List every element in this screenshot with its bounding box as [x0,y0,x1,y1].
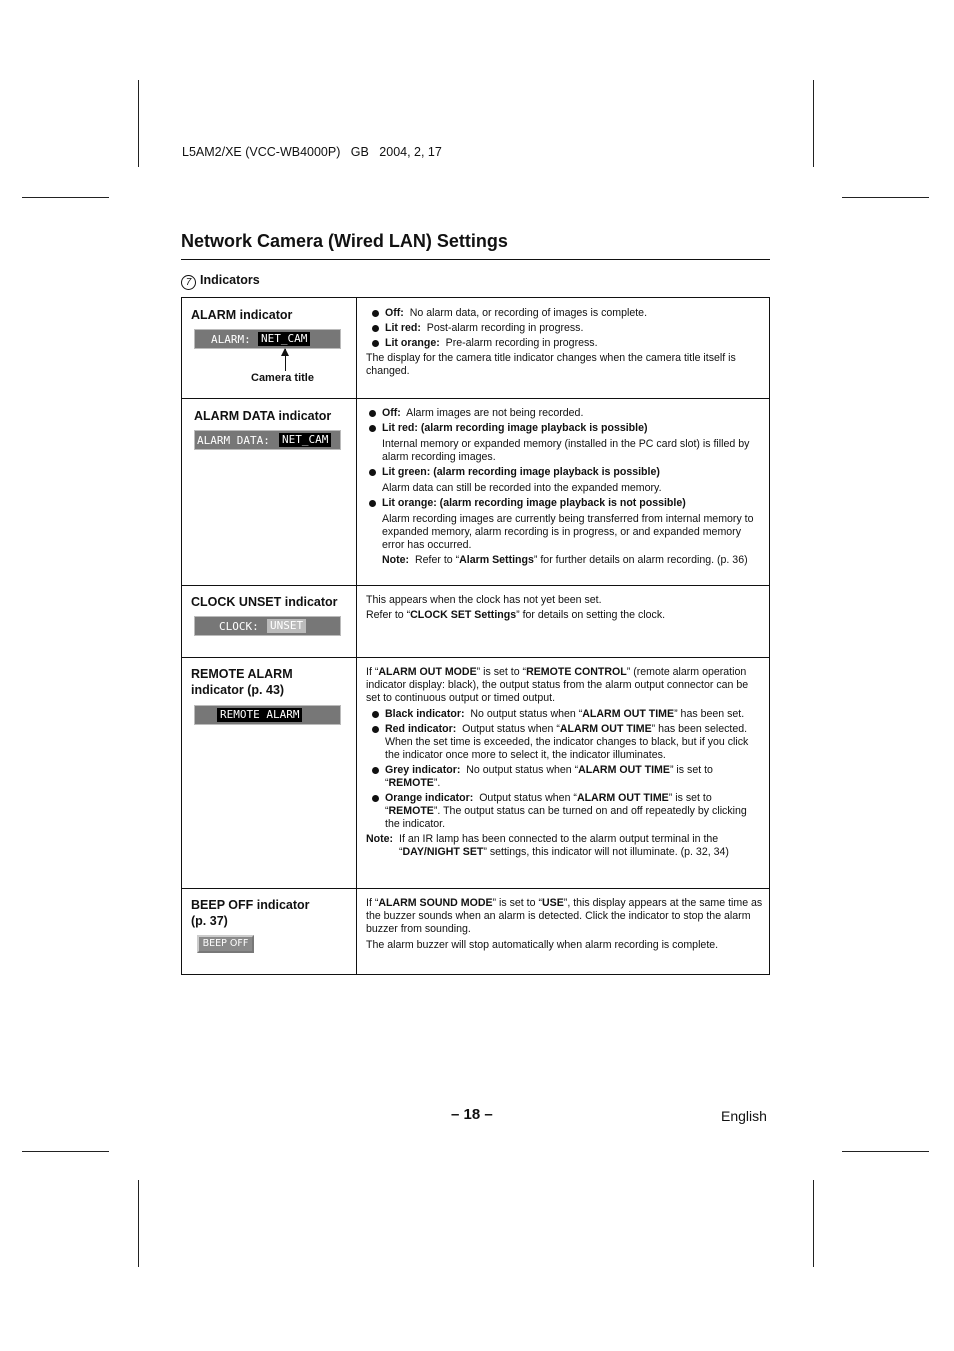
section-title: Indicators [200,273,260,287]
list-item: Off: Alarm images are not being recorded. [363,407,763,420]
title-divider [181,259,770,260]
indicator-name: REMOTE ALARM indicator (p. 43) [191,667,293,697]
list-item: Grey indicator: No output status when “ALARM OUT TIME” is set to “REMOTE”. [366,764,763,790]
indicator-name: ALARM DATA indicator [194,409,332,423]
indicator-cell [182,658,357,889]
crop-mark [22,197,109,198]
description-cell [357,399,770,586]
document-code: L5AM2/XE (VCC-WB4000P) GB 2004, 2, 17 [182,145,442,159]
display-value: REMOTE ALARM [217,708,302,722]
section-heading [181,273,260,290]
description-text: The display for the camera title indicator changes when the camera title itself is changed. [366,352,736,377]
list-item: Lit green: (alarm recording image playback is possible) Alarm data can still be recorded into the expanded memory. [363,466,763,495]
display-label: ALARM DATA: [197,434,270,447]
table-row [182,586,770,658]
list-item: Off: No alarm data, or recording of images is complete. [366,307,763,320]
indicator-name: BEEP OFF indicator (p. 37) [191,898,310,928]
indicators-table [181,297,770,975]
display-label: CLOCK: [219,620,259,633]
table-row [182,658,770,889]
description-cell [357,658,770,889]
list-item: Red indicator: Output status when “ALARM OUT TIME” has been selected. When the set time is exceeded, the indicator changes to black, but if you click the indicator once more to select it, the indicator illuminates. [366,723,763,762]
display-value: NET_CAM [279,433,331,447]
crop-mark [842,1151,929,1152]
crop-mark [138,1180,139,1267]
display-value: NET_CAM [258,332,310,346]
crop-mark [813,80,814,167]
section-number: 7 [181,275,196,290]
callout-label: Camera title [251,372,314,384]
beep-off-button[interactable]: BEEP OFF [197,935,254,953]
table-row [182,298,770,399]
table-row [182,889,770,975]
description-text: Refer to “CLOCK SET Settings” for details on setting the clock. [366,609,666,621]
remote-alarm-button[interactable] [194,705,341,725]
table-row [182,399,770,586]
note: Note: Refer to “Alarm Settings” for further details on alarm recording. (p. 36) [382,554,748,566]
page-title: Network Camera (Wired LAN) Settings [181,231,508,251]
alarm-data-indicator-display [194,430,341,450]
page-number: – 18 – [451,1106,493,1123]
language-label: English [721,1108,767,1124]
status-list [366,708,763,831]
crop-mark [813,1180,814,1267]
arrow-head-icon [281,348,289,356]
indicator-cell [182,889,357,975]
list-item: Lit red: (alarm recording image playback is possible) Internal memory or expanded memory (installed in the PC card slot) is filled by alarm recording images. [363,422,763,464]
list-item: Black indicator: No output status when “ALARM OUT TIME” has been set. [366,708,763,721]
note: Note: If an IR lamp has been connected to the alarm output terminal in the “DAY/NIGHT SET” settings, this indicator will not illuminate. (p. 32, 34) [366,833,729,858]
indicator-cell [182,298,357,399]
description-text: If “ALARM OUT MODE” is set to “REMOTE CONTROL” (remote alarm operation indicator display: black), the output status from the alarm output connector can be set to continuous output or timed output. [366,666,749,704]
indicator-name: ALARM indicator [191,308,293,322]
description-text: The alarm buzzer will stop automatically when alarm recording is complete. [366,939,719,951]
list-item: Lit orange: Pre-alarm recording in progress. [366,337,763,350]
crop-mark [842,197,929,198]
description-cell [357,889,770,975]
status-list [366,307,763,350]
list-item: Orange indicator: Output status when “ALARM OUT TIME” is set to “REMOTE”. The output status can be turned on and off repeatedly by clicking the indicator. [366,792,763,831]
indicator-cell [182,399,357,586]
description-text: This appears when the clock has not yet been set. [366,594,602,606]
list-item: Lit orange: (alarm recording image playback is not possible) Alarm recording images are currently being transferred from internal memory to expanded memory, alarm recording is in progress, or and expanded memory error has occurred. [363,497,763,552]
indicator-name: CLOCK UNSET indicator [191,595,338,609]
list-item: Lit red: Post-alarm recording in progress. [366,322,763,335]
crop-mark [138,80,139,167]
description-cell [357,298,770,399]
status-list [363,407,763,552]
description-cell [357,586,770,658]
display-value: UNSET [267,619,306,633]
crop-mark [22,1151,109,1152]
clock-unset-indicator-display [194,616,341,636]
indicator-cell [182,586,357,658]
display-label: ALARM: [211,333,251,346]
description-text: If “ALARM SOUND MODE” is set to “USE”, this display appears at the same time as the buzzer sounds when an alarm is detected. Click the indicator to stop the alarm buzzer from sounding. [366,897,763,935]
alarm-indicator-display [194,329,341,349]
